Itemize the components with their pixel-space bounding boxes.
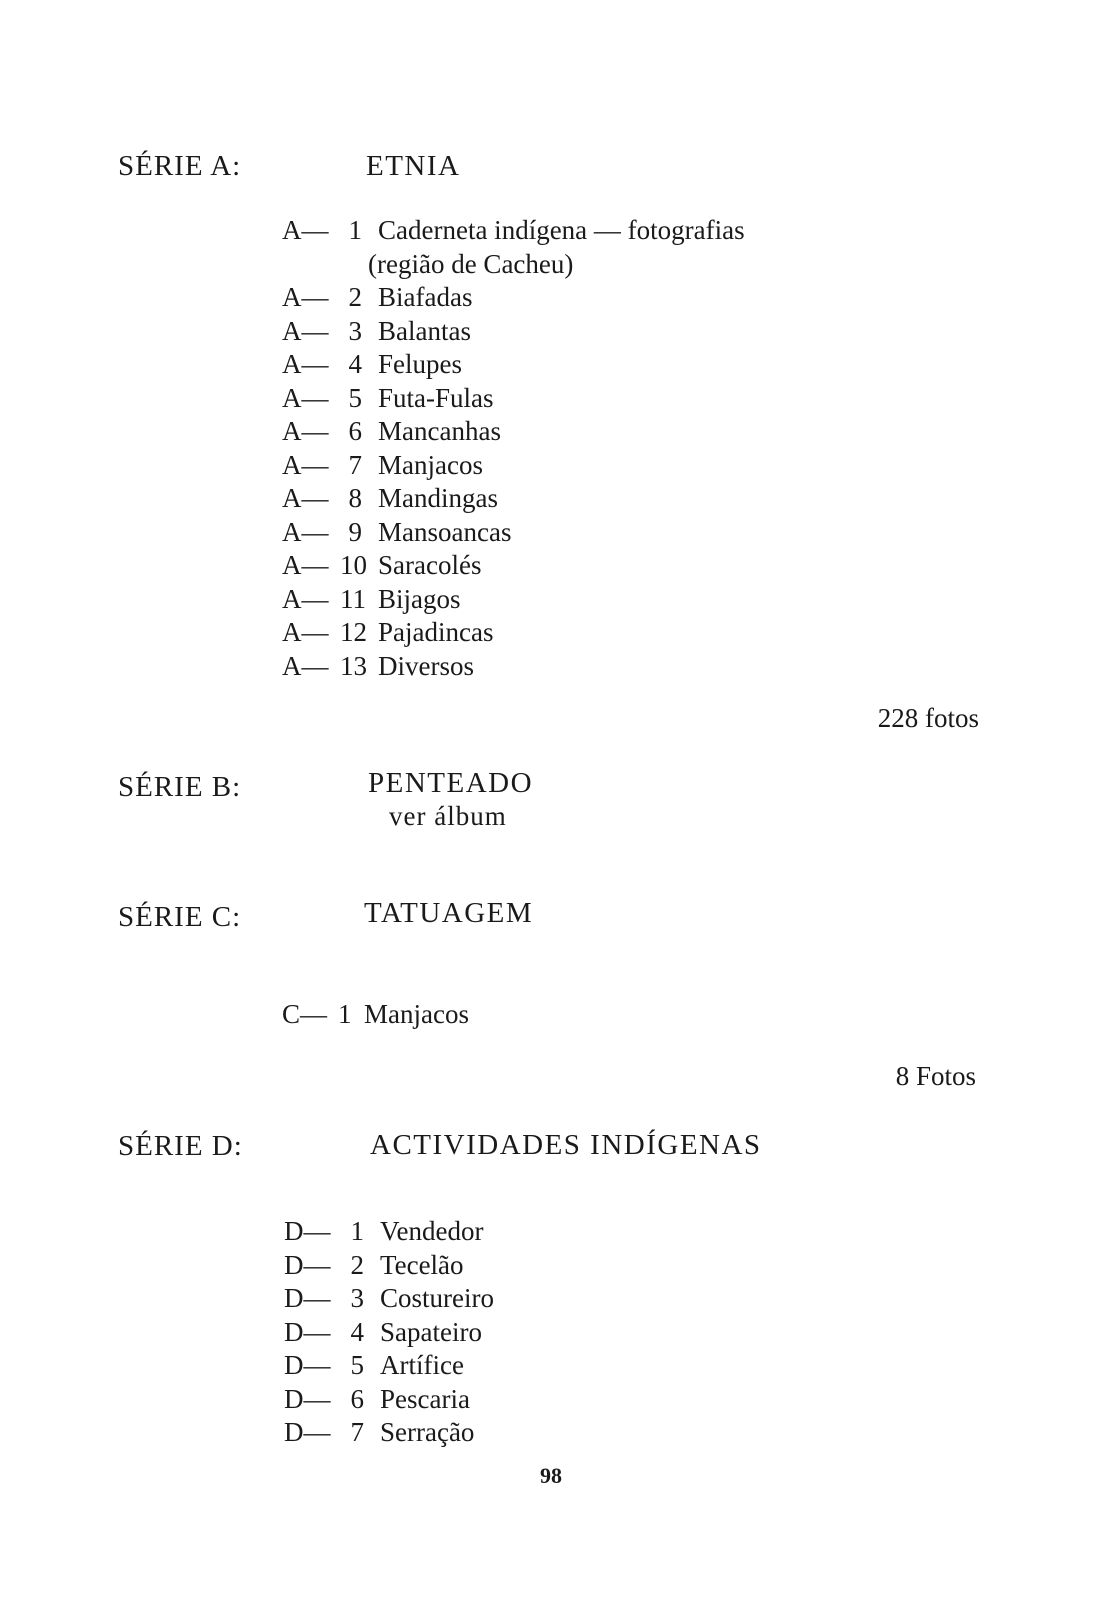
- list-item: [282, 616, 745, 650]
- series-a-photo-count: 228 fotos: [877, 703, 979, 733]
- page-number: 98: [540, 1463, 562, 1488]
- item-number: 1: [348, 215, 362, 245]
- item-code: C—: [282, 999, 328, 1029]
- series-a-label: SÉRIE A:: [118, 150, 242, 182]
- item-code: A—: [282, 416, 329, 446]
- series-c-photo-count: 8 Fotos: [895, 1061, 976, 1091]
- list-item: [282, 583, 745, 617]
- item-name: Vendedor: [380, 1216, 484, 1246]
- series-d-title: ACTIVIDADES INDÍGENAS: [370, 1129, 762, 1161]
- list-item: [282, 281, 745, 315]
- item-number: 7: [348, 449, 362, 480]
- list-item: [284, 1416, 494, 1450]
- series-d-label: SÉRIE D:: [118, 1130, 243, 1162]
- item-number: 8: [348, 483, 362, 513]
- item-code: A—: [282, 215, 329, 245]
- series-b-title: PENTEADO: [368, 767, 534, 799]
- list-item: [282, 650, 745, 684]
- series-d-list: [284, 1215, 494, 1450]
- item-code: D—: [284, 1283, 331, 1313]
- series-c-list: [282, 998, 469, 1032]
- item-number: 1: [350, 1216, 364, 1246]
- series-b-subtitle: ver álbum: [389, 801, 507, 831]
- item-number: 4: [348, 349, 362, 379]
- item-name: Bijagos: [378, 583, 461, 614]
- series-a-list: [282, 214, 745, 683]
- item-name: Costureiro: [380, 1283, 494, 1313]
- list-item: [282, 214, 745, 248]
- list-item: [282, 348, 745, 382]
- item-number: 5: [348, 382, 362, 413]
- item-name: Mandingas: [378, 483, 498, 513]
- item-number: 7: [350, 1417, 364, 1447]
- item-code: A—: [282, 282, 329, 312]
- list-item: [284, 1282, 494, 1316]
- list-item: [282, 516, 745, 550]
- list-item: [282, 482, 745, 516]
- item-code: A—: [282, 382, 329, 413]
- item-name: Manjacos: [378, 449, 483, 480]
- item-number: 3: [348, 315, 362, 346]
- list-item: [282, 382, 745, 416]
- item-name: Tecelão: [380, 1249, 464, 1280]
- list-item: [284, 1316, 494, 1350]
- item-name: Pajadincas: [378, 617, 494, 647]
- item-code: A—: [282, 550, 329, 580]
- item-name: Artífice: [380, 1350, 464, 1380]
- list-item: [282, 998, 469, 1032]
- item-name: (região de Cacheu): [368, 248, 574, 279]
- item-name: Felupes: [378, 349, 462, 379]
- item-name: Diversos: [378, 650, 474, 681]
- list-item: [284, 1349, 494, 1383]
- item-number: 2: [350, 1249, 364, 1280]
- series-a-title: ETNIA: [366, 150, 461, 182]
- item-code: D—: [284, 1350, 331, 1380]
- item-name: Serração: [380, 1417, 475, 1447]
- list-item: [282, 315, 745, 349]
- item-code: A—: [282, 516, 329, 547]
- item-number: 2: [348, 282, 362, 312]
- item-number: 6: [350, 1383, 364, 1414]
- item-number: 4: [350, 1316, 364, 1347]
- item-name: Futa-Fulas: [378, 382, 494, 413]
- item-code: A—: [282, 650, 329, 681]
- series-c-title: TATUAGEM: [364, 897, 534, 929]
- series-c-label: SÉRIE C:: [118, 901, 242, 933]
- item-number: 10: [340, 550, 367, 580]
- item-number: 13: [340, 650, 367, 681]
- list-item: [284, 1215, 494, 1249]
- item-code: D—: [284, 1316, 331, 1347]
- list-item-continuation: [282, 248, 745, 282]
- list-item: [284, 1249, 494, 1283]
- item-name: Mansoancas: [378, 516, 512, 547]
- item-code: D—: [284, 1249, 331, 1280]
- list-item: [282, 415, 745, 449]
- item-code: D—: [284, 1383, 331, 1414]
- item-name: Balantas: [378, 315, 471, 346]
- item-code: D—: [284, 1417, 331, 1447]
- item-number: 11: [340, 583, 366, 614]
- item-number: 6: [348, 416, 362, 446]
- item-code: A—: [282, 349, 329, 379]
- item-code: A—: [282, 449, 329, 480]
- item-code: A—: [282, 583, 329, 614]
- item-name: Pescaria: [380, 1383, 470, 1414]
- item-number: 1: [338, 999, 352, 1029]
- item-code: A—: [282, 315, 329, 346]
- series-b-label: SÉRIE B:: [118, 771, 242, 803]
- list-item: [282, 449, 745, 483]
- list-item: [282, 549, 745, 583]
- item-code: A—: [282, 617, 329, 647]
- item-name: Manjacos: [364, 999, 469, 1029]
- item-name: Caderneta indígena — fotografias: [378, 215, 745, 245]
- item-name: Biafadas: [378, 282, 473, 312]
- item-number: 9: [348, 516, 362, 547]
- item-number: 5: [350, 1350, 364, 1380]
- item-number: 12: [340, 617, 367, 647]
- item-number: 3: [350, 1283, 364, 1313]
- item-code: A—: [282, 483, 329, 513]
- item-code: D—: [284, 1216, 331, 1246]
- item-name: Saracolés: [378, 550, 482, 580]
- list-item: [284, 1383, 494, 1417]
- item-name: Mancanhas: [378, 416, 501, 446]
- item-name: Sapateiro: [380, 1316, 482, 1347]
